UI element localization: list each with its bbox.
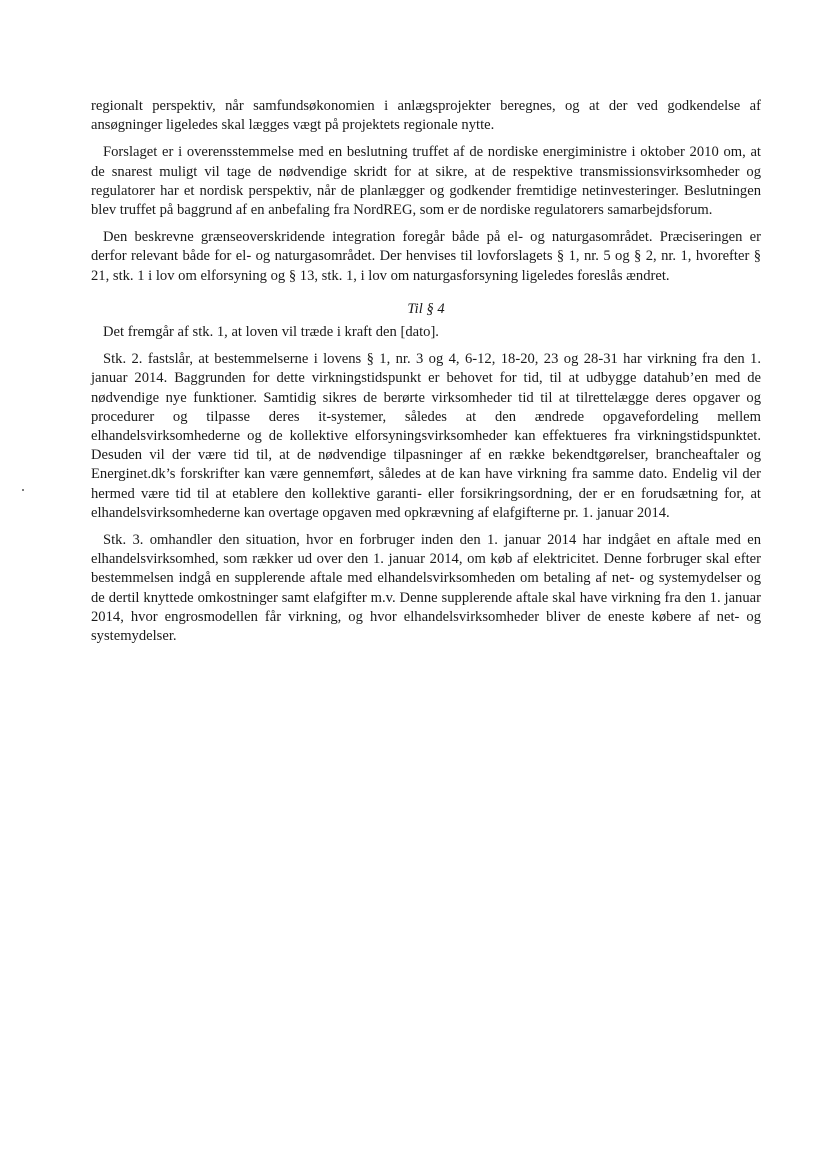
scan-speck: [22, 489, 24, 491]
paragraph-cross-border-integration: Den beskrevne grænseoverskridende integration foregår både på el- og naturgasområdet. Præciseringen er derfor relevant både for el- og naturgasområdet. Der henvises til lovforslagets § 1, nr. 5 og § 2, nr. 1, hvorefter § 21, stk. 1 i lov om elforsyning og § 13, stk. 1, i lov om naturgasforsyning ligeledes foreslås ændret.: [91, 229, 761, 284]
paragraph-stk1: Det fremgår af stk. 1, at loven vil træde i kraft den [dato].: [103, 324, 439, 341]
paragraph-stk3: Stk. 3. omhandler den situation, hvor en forbruger inden den 1. januar 2014 har indgået en aftale med en elhandelsvirksomhed, som rækker ud over den 1. januar 2014, om køb af elektricitet. Denne forbruger skal efter bestemmelsen indgå en supplerende aftale med elhandelsvirksomheden om betaling af net- og systemydelser og de dertil knyttede omkostninger samt elafgifter m.v. Denne supplerende aftale skal have virkning fra den 1. januar 2014, hvor engrosmodellen får virkning, og hvor elhandelsvirksomheder bliver de eneste købere af net- og systemydelser.: [91, 532, 761, 645]
paragraph-stk2: Stk. 2. fastslår, at bestemmelserne i lovens § 1, nr. 3 og 4, 6-12, 18-20, 23 og 28-31 har virkning fra den 1. januar 2014. Baggrunden for dette virkningstidspunkt er behovet for tid, til at udbygge datahub’en med de nødvendige nye funktioner. Samtidig sikres de berørte virksomheder tid til at tilrettelægge deres opgaver og procedurer og tilpasse deres it-systemer, således at den ændrede opgavefordeling mellem elhandelsvirksomhederne og de kollektive elforsyningsvirksomheder kan effektueres fra virkningstidspunktet. Desuden vil der være tid til, at de nødvendige tilpasninger af en række bekendtgørelser, brancheaftaler og Energinet.dk’s forskrifter kan være gennemført, således at de kan have virkning fra samme dato. Endelig vil der hermed være tid til at etablere den kollektive garanti- eller forsikringsordning, der er en forudsætning for, at elhandelsvirksomhederne kan overtage opgaven med opkrævning af elafgifterne pr. 1. januar 2014.: [91, 351, 761, 521]
section-heading: Til § 4: [407, 300, 445, 317]
document-page: [91, 97, 761, 654]
paragraph-regional-perspective: regionalt perspektiv, når samfundsøkonomien i anlægsprojekter beregnes, og at der ved godkendelse af ansøgninger ligeledes skal lægges vægt på projektets regionale nytte.: [91, 98, 761, 134]
paragraph-nordic-decision: Forslaget er i overensstemmelse med en beslutning truffet af de nordiske energiministre i oktober 2010 om, at de snarest muligt vil tage de nødvendige skridt for at sikre, at de respektive transmissionsvirksomheder og regulatorer har et nordisk perspektiv, når de planlægger og godkender fremtidige netinvesteringer. Beslutningen blev truffet på baggrund af en anbefaling fra NordREG, som er de nordiske regulatorers samarbejdsforum.: [91, 144, 761, 219]
